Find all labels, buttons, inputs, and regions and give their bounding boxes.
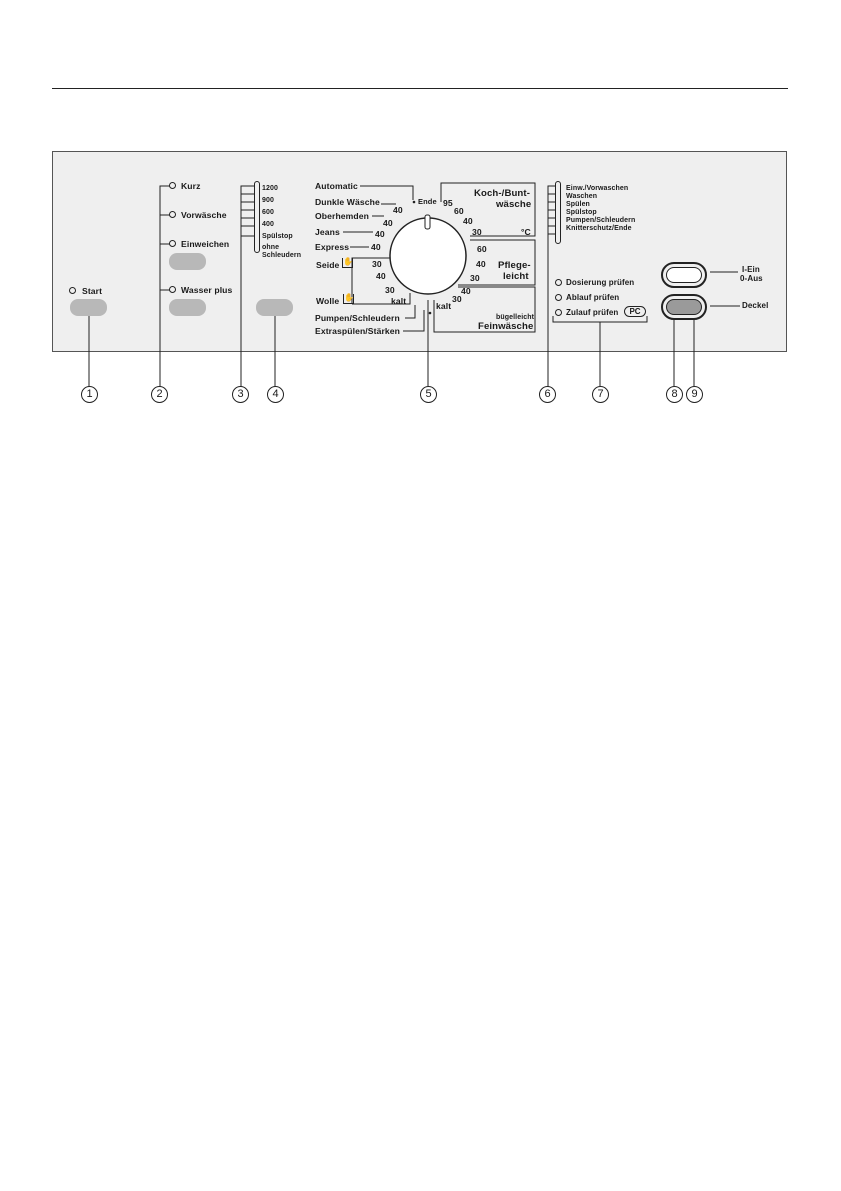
koch-temp-40: 40 <box>463 216 473 226</box>
callout-8: 8 <box>666 386 683 403</box>
temp-unit: °C <box>521 227 531 237</box>
fein-temp-40: 40 <box>461 286 471 296</box>
program-koch-bunt: Koch-/Bunt- <box>474 188 530 199</box>
koch-temp-30: 30 <box>472 227 482 237</box>
wool-handwash-icon: ✋ <box>344 293 354 302</box>
pc-badge: PC <box>624 306 646 317</box>
extras-button-lower[interactable] <box>169 299 206 316</box>
einweichen-led <box>169 240 176 247</box>
label-buegelleicht: bügelleicht <box>496 314 535 321</box>
dosierung-led <box>555 279 562 286</box>
koch-temp-95: 95 <box>443 198 453 208</box>
spin-400: 400 <box>262 221 274 228</box>
status-spuelstop: Spülstop <box>566 209 597 216</box>
handwash-icon: ✋ <box>343 257 353 266</box>
program-express: Express <box>315 242 350 252</box>
extras-button-upper[interactable] <box>169 253 206 270</box>
callout-2: 2 <box>151 386 168 403</box>
program-wolle: Wolle <box>316 296 340 306</box>
spin-schleudern: Schleudern <box>262 252 302 259</box>
pflege-temp-40: 40 <box>476 259 486 269</box>
program-wolle-temp-40: 40 <box>376 271 386 281</box>
program-dunkle-waesche: Dunkle Wäsche <box>315 197 380 207</box>
power-button-inner <box>666 267 702 283</box>
power-label-on: I-Ein <box>742 265 760 274</box>
program-express-temp: 40 <box>371 242 381 252</box>
fein-temp-kalt: kalt <box>436 301 452 311</box>
spin-ohne: ohne <box>262 244 280 251</box>
check-dosierung: Dosierung prüfen <box>566 278 635 287</box>
program-wolle-kalt: kalt <box>391 296 407 306</box>
einweichen-label: Einweichen <box>181 239 230 249</box>
callout-7: 7 <box>592 386 609 403</box>
program-seide-temp: 30 <box>372 259 382 269</box>
status-pumpen-schleudern: Pumpen/Schleudern <box>566 217 636 224</box>
pflege-temp-30: 30 <box>470 273 480 283</box>
kurz-label: Kurz <box>181 181 201 191</box>
program-jeans: Jeans <box>315 227 340 237</box>
callout-5: 5 <box>420 386 437 403</box>
kurz-led <box>169 182 176 189</box>
spin-600: 600 <box>262 209 274 216</box>
power-label-off: 0-Aus <box>740 274 763 283</box>
program-seide: Seide <box>316 260 340 270</box>
start-label: Start <box>82 286 103 296</box>
lid-label: Deckel <box>742 301 769 310</box>
koch-temp-60: 60 <box>454 206 464 216</box>
spin-1200: 1200 <box>262 185 278 192</box>
program-pumpen-schleudern: Pumpen/Schleudern <box>315 313 400 323</box>
wasser-plus-led <box>169 286 176 293</box>
start-button[interactable] <box>70 299 107 316</box>
pflege-temp-60: 60 <box>477 244 487 254</box>
program-oberhemden: Oberhemden <box>315 211 370 221</box>
zulauf-led <box>555 309 562 316</box>
status-waschen: Waschen <box>566 193 598 200</box>
callout-3: 3 <box>232 386 249 403</box>
power-button[interactable] <box>661 262 707 288</box>
vorwaesche-label: Vorwäsche <box>181 210 227 220</box>
lid-button[interactable] <box>661 294 707 320</box>
program-jeans-temp: 40 <box>375 229 385 239</box>
spin-900: 900 <box>262 197 274 204</box>
vorwaesche-led <box>169 211 176 218</box>
program-automatic: Automatic <box>315 181 358 191</box>
panel-lines <box>0 0 841 420</box>
status-einw-vorwaschen: Einw./Vorwaschen <box>566 185 629 192</box>
status-spuelen: Spülen <box>566 201 590 208</box>
check-ablauf: Ablauf prüfen <box>566 293 620 302</box>
program-wolle-temp-30: 30 <box>385 285 395 295</box>
program-pflegeleicht-2: leicht <box>503 271 529 282</box>
callout-9: 9 <box>686 386 703 403</box>
status-knitterschutz-ende: Knitterschutz/Ende <box>566 225 632 232</box>
spin-spuelstop: Spülstop <box>262 233 293 240</box>
start-led <box>69 287 76 294</box>
callout-6: 6 <box>539 386 556 403</box>
program-oberhemden-temp: 40 <box>383 218 393 228</box>
program-dunkle-temp: 40 <box>393 205 403 215</box>
fein-temp-30: 30 <box>452 294 462 304</box>
callout-4: 4 <box>267 386 284 403</box>
lid-button-inner <box>666 299 702 315</box>
status-indicator-bar <box>555 181 561 244</box>
program-extraspuelen: Extraspülen/Stärken <box>315 326 401 336</box>
spin-indicator-bar <box>254 181 260 253</box>
program-koch-bunt-2: wäsche <box>496 199 532 210</box>
ablauf-led <box>555 294 562 301</box>
program-feinwaesche: Feinwäsche <box>478 321 534 332</box>
dial-ende-label: Ende <box>418 197 437 206</box>
spin-button[interactable] <box>256 299 293 316</box>
wasser-plus-label: Wasser plus <box>181 285 233 295</box>
program-pflegeleicht: Pflege- <box>498 260 531 271</box>
check-zulauf: Zulauf prüfen <box>566 308 619 317</box>
callout-1: 1 <box>81 386 98 403</box>
